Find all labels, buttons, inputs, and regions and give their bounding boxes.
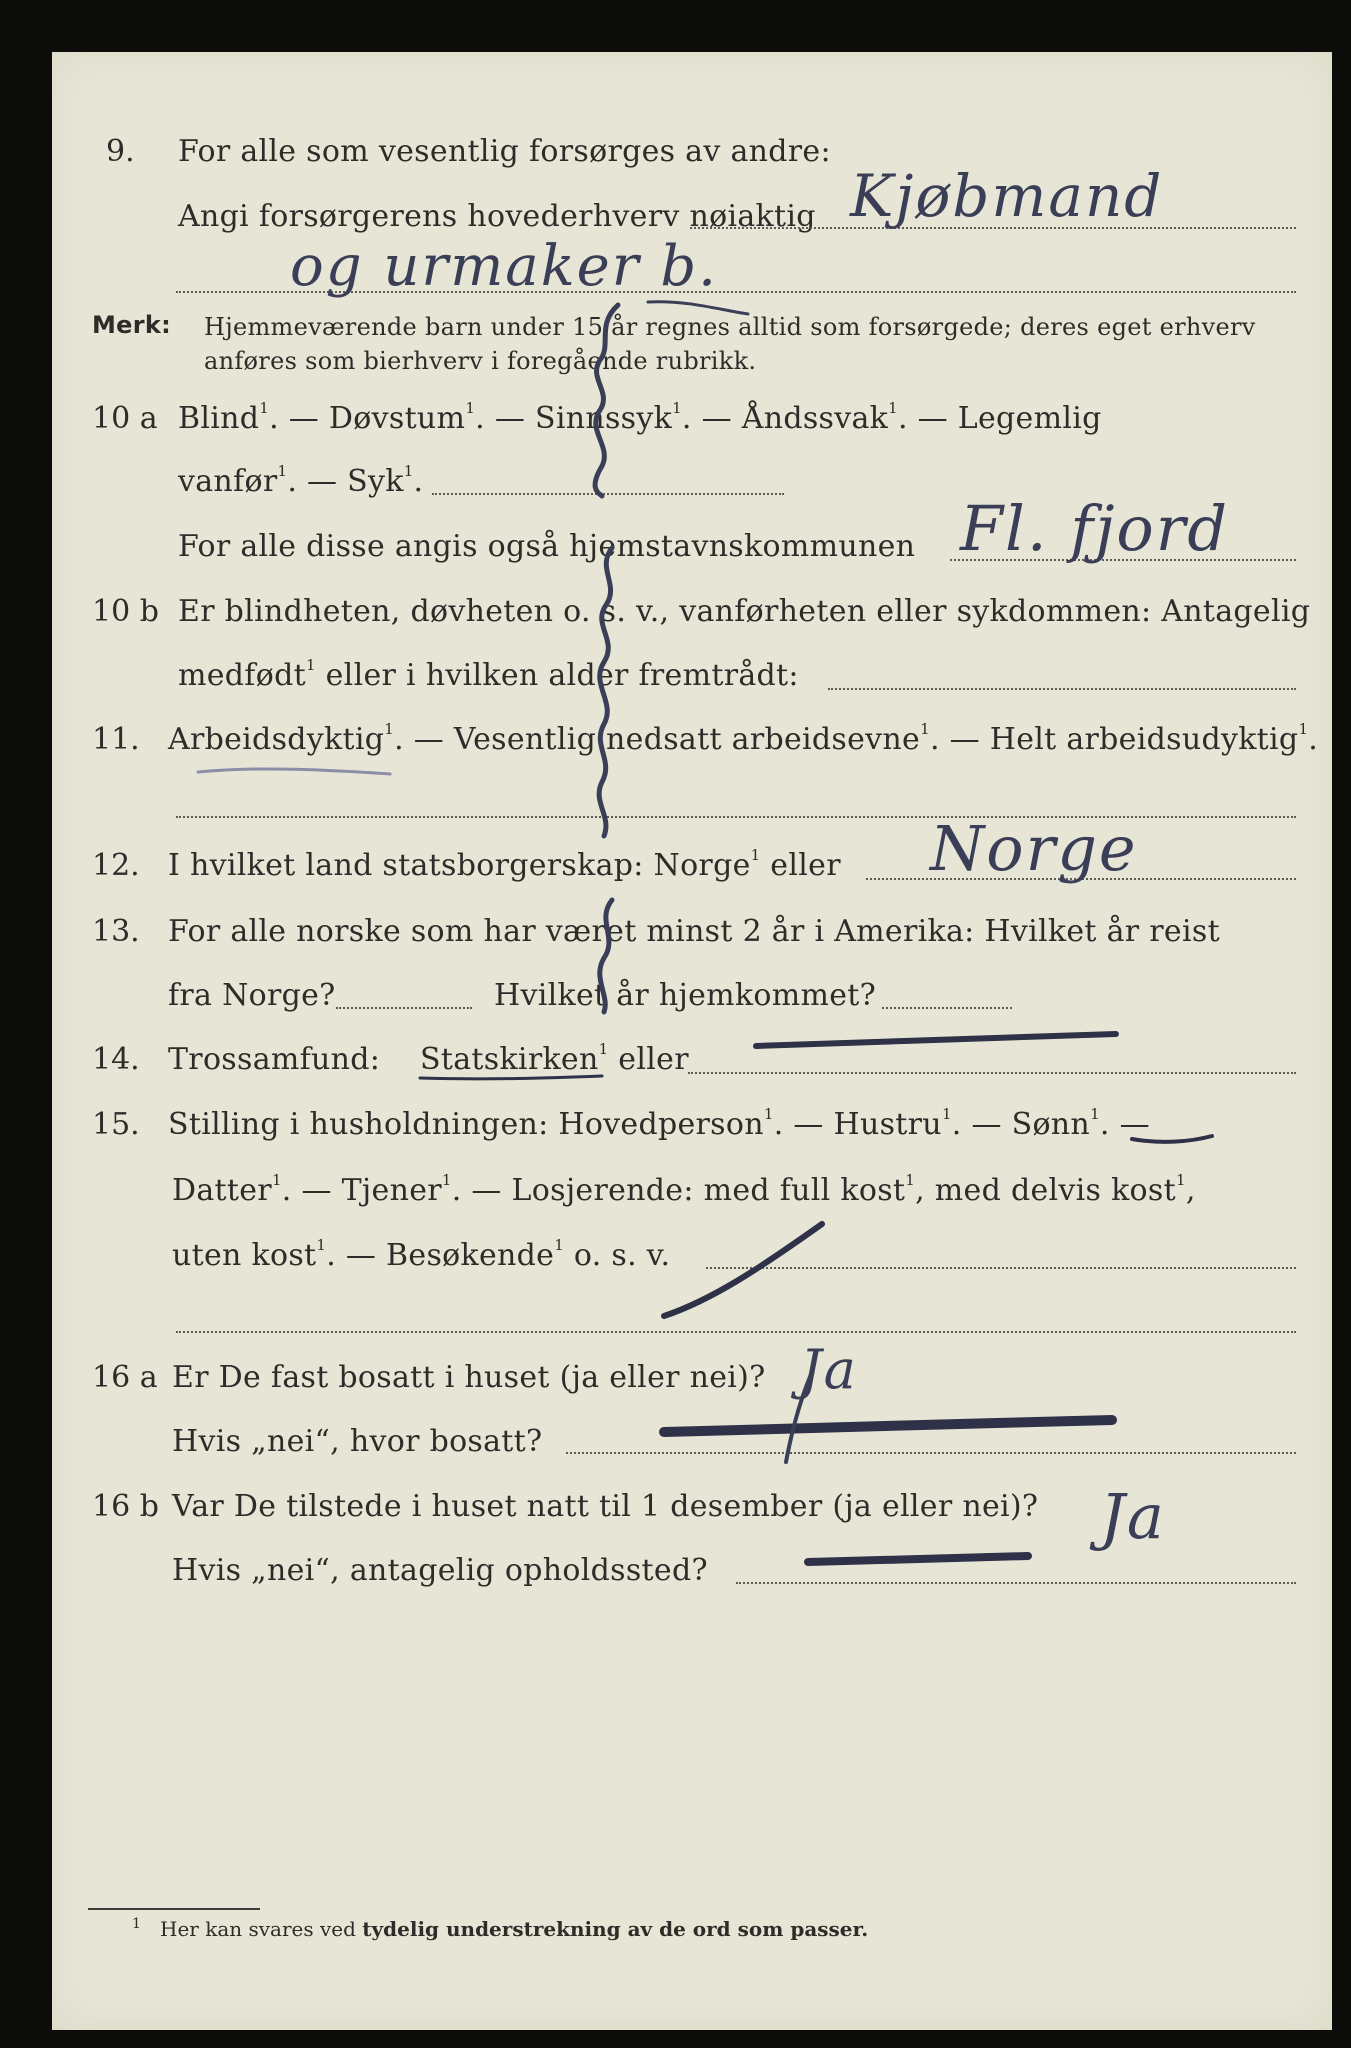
rubric9-slash (648, 302, 748, 314)
q15-number: 15. (92, 1107, 140, 1142)
q15-line2: Datter$^1$. — Tjener$^1$. — Losjerende: med full kost$^1$, med delvis kost$^1$, (172, 1171, 1196, 1208)
q16a-line2: Hvis „nei“, hvor bosatt? (172, 1424, 543, 1459)
rubric16a-ja-tail (786, 1372, 812, 1462)
merk-line2: anføres som bierhverv i foregående rubrikk. (204, 347, 757, 375)
q13-number: 13. (92, 914, 140, 949)
q10a-line2: vanfør$^1$. — Syk$^1$. (178, 462, 424, 499)
q9-number: 9. (106, 134, 135, 169)
rubric16b-dash (808, 1556, 1028, 1562)
rubric15-diagonal-stroke (664, 1224, 822, 1316)
footnote-text: Her kan svares ved tydelig understrekning av de ord som passer. (160, 1917, 869, 1941)
q10a-number: 10 a (92, 401, 158, 436)
q15-line3: uten kost$^1$. — Besøkende$^1$ o. s. v. (172, 1236, 671, 1273)
q9-handwritten-answer1: Kjøbmand (850, 162, 1164, 230)
q13-line1: For alle norske som har været minst 2 år i Amerika: Hvilket år reist (168, 914, 1220, 949)
q15-line1: Stilling i husholdningen: Hovedperson$^1$. — Hustru$^1$. — Sønn$^1$. — (168, 1105, 1150, 1142)
q10b-number: 10 b (92, 594, 159, 629)
q14-number: 14. (92, 1042, 140, 1077)
q13-line2b: Hvilket år hjemkommet? (494, 978, 877, 1013)
q10a-line3: For alle disse angis også hjemstavnskommunen (178, 529, 916, 564)
cross-out-squiggle (595, 305, 618, 1012)
q9-line1: For alle som vesentlig forsørges av andre: (178, 134, 831, 169)
q14-option: Statskirken$^1$ eller (420, 1040, 689, 1077)
merk-line1: Hjemmeværende barn under 15 år regnes alltid som forsørgede; deres eget erhverv (204, 313, 1256, 341)
q16b-number: 16 b (92, 1489, 159, 1524)
underline-statskirken (420, 1076, 602, 1079)
underline-sonn (1132, 1136, 1212, 1142)
q11-line: Arbeidsdyktig$^1$. — Vesentlig nedsatt arbeidsevne$^1$. — Helt arbeidsudyktig$^1$. (168, 720, 1319, 757)
q13-line2a: fra Norge? (168, 978, 336, 1013)
q14-label: Trossamfund: (168, 1042, 381, 1077)
rubric14-dash (756, 1034, 1116, 1046)
q16b-handwritten-answer: Ja (1100, 1480, 1166, 1553)
q9-handwritten-answer2: og urmaker b. (290, 234, 718, 299)
q10a-line1: Blind$^1$. — Døvstum$^1$. — Sinnssyk$^1$. — Åndssvak$^1$. — Legemlig (178, 399, 1102, 436)
rubric16a-dash (664, 1420, 1112, 1432)
q10a-handwritten-answer: Fl. fjord (960, 492, 1230, 565)
merk-label: Merk: (92, 311, 172, 339)
q10b-line1: Er blindheten, døvheten o. s. v., vanførheten eller sykdommen: Antagelig (178, 594, 1311, 629)
q12-number: 12. (92, 848, 140, 883)
underline-arbeidsdyktig (198, 769, 390, 774)
q12-line: I hvilket land statsborgerskap: Norge$^1$ eller (168, 846, 841, 883)
q16a-line1: Er De fast bosatt i huset (ja eller nei)? (172, 1360, 766, 1395)
q10b-line2: medfødt$^1$ eller i hvilken alder fremtrådt: (178, 656, 799, 693)
q16b-line1: Var De tilstede i huset natt til 1 desember (ja eller nei)? (172, 1489, 1039, 1524)
q11-number: 11. (92, 722, 140, 757)
q12-handwritten-answer: Norge (930, 812, 1138, 885)
q16b-line2: Hvis „nei“, antagelig opholdssted? (172, 1553, 708, 1588)
q9-line2: Angi forsørgerens hovederhverv nøiaktig (178, 199, 816, 234)
footnote-mark: 1 (132, 1916, 141, 1932)
q16a-handwritten-answer: Ja (800, 1338, 858, 1401)
q16a-number: 16 a (92, 1360, 158, 1395)
